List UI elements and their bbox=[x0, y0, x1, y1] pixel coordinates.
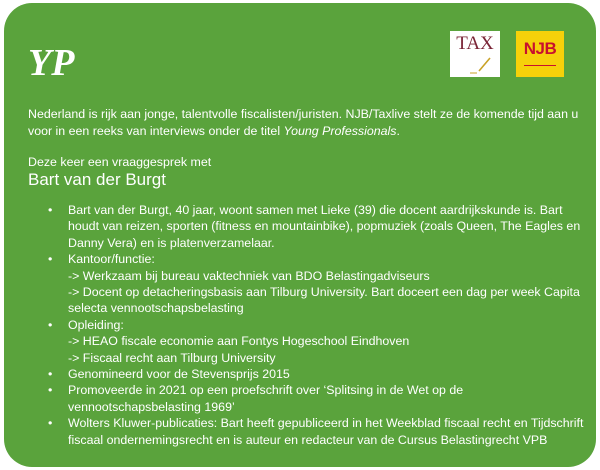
bio-item-line: Danny Vera) en is platenverzamelaar. bbox=[68, 235, 275, 250]
bio-item-line: -> Werkzaam bij bureau vaktechniek van BDO Belastingadviseurs bbox=[68, 268, 430, 283]
interviewee-name: Bart van der Burgt bbox=[28, 170, 166, 189]
bio-item-line: Genomineerd voor de Stevensprijs 2015 bbox=[68, 367, 290, 382]
bio-item-line: Promoveerde in 2021 op een proefschrift over ‘Splitsing in de Wet op de bbox=[68, 383, 464, 398]
bio-item-line: selecta vennootschapsbelasting bbox=[68, 301, 244, 316]
bullet-icon: • bbox=[48, 252, 53, 267]
bio-item-line: -> Fiscaal recht aan Tilburg University bbox=[68, 350, 276, 365]
bullet-icon: • bbox=[48, 383, 53, 398]
bio-item-line: Wolters Kluwer-publicaties: Bart heeft gepubliceerd in het Weekblad fiscaal recht en Tijdschrift bbox=[68, 416, 584, 431]
tax-logo bbox=[450, 31, 500, 77]
bio-item bbox=[4, 251, 584, 317]
bio-item-line: vennootschapsbelasting 1969’ bbox=[68, 399, 235, 414]
bullet-icon: • bbox=[48, 203, 53, 217]
bio-item bbox=[4, 415, 584, 448]
intro-line-2-suffix: . bbox=[396, 124, 400, 138]
bio-item bbox=[4, 366, 584, 382]
bio-item-line: -> HEAO fiscale economie aan Fontys Hogeschool Eindhoven bbox=[68, 334, 410, 349]
series-title: Young Professionals bbox=[283, 124, 397, 138]
bio-item-line: houdt van reizen, sporten (fitness en mountainbike), popmuziek (zoals Queen, The Eagles en bbox=[68, 219, 581, 234]
bio-item bbox=[4, 202, 584, 251]
njb-logo bbox=[516, 31, 564, 77]
bio-item-line: Bart van der Burgt, 40 jaar, woont samen met Lieke (39) die docent aardrijkskunde is. Bart bbox=[68, 203, 563, 217]
bullet-icon: • bbox=[48, 367, 53, 382]
bio-item-line: Kantoor/functie: bbox=[68, 252, 155, 267]
intro-line-2 bbox=[28, 123, 588, 140]
bio-item bbox=[4, 382, 584, 415]
njb-logo-text: NJB bbox=[523, 39, 557, 58]
njb-logo-subtitle-mark bbox=[516, 64, 564, 67]
intro-text bbox=[28, 106, 588, 140]
bio-item-line: Opleiding: bbox=[68, 317, 124, 332]
tax-logo-pen-icon bbox=[450, 31, 500, 77]
yp-title: YP bbox=[28, 42, 75, 84]
profile-card bbox=[4, 3, 596, 467]
lead-text: Deze keer een vraaggesprek met bbox=[28, 155, 212, 169]
bio-list bbox=[4, 202, 584, 448]
bullet-icon: • bbox=[48, 416, 53, 431]
intro-line-2-prefix: voor in een reeks van interviews onder de titel bbox=[28, 124, 284, 138]
tax-logo-text: TAX bbox=[456, 33, 494, 54]
bio-item-line: fiscaal ondernemingsrecht en is auteur en redacteur van de Cursus Belastingrecht VPB bbox=[68, 432, 548, 447]
intro-line-1: Nederland is rijk aan jonge, talentvolle fiscalisten/juristen. NJB/Taxlive stelt ze de komende tijd aan u bbox=[28, 107, 579, 121]
bio-item-line: -> Docent op detacheringsbasis aan Tilburg University. Bart doceert een dag per week Capita bbox=[68, 285, 580, 300]
bio-item bbox=[4, 317, 584, 366]
bullet-icon: • bbox=[48, 317, 53, 332]
